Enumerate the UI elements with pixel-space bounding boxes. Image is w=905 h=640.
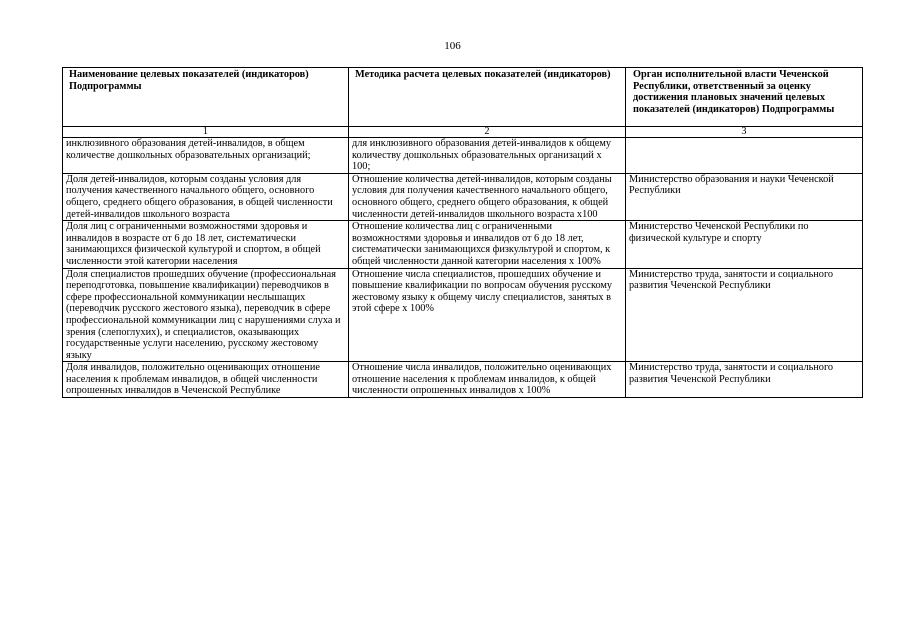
header-responsible-organ: Орган исполнительной власти Чеченской Республики, ответственный за оценку достижения плановых значений целевых показателей (индикаторов) Подпрограммы (626, 68, 863, 127)
indicator-name-cell: Доля специалистов прошедших обучение (профессиональная переподготовка, повышение квалификации) переводчиков в сфере профессиональной коммуникации неслышащих (переводчик русского жестового языка), переводчик в сфере профессиональной коммуникации лиц с нарушениями слуха и зрения (слепоглухих), и специалистов, оказывающих государственные услуги населению, русскому жестовому языку (63, 268, 349, 362)
calculation-method-cell: Отношение количества детей-инвалидов, которым созданы условия для получения качественного начального общего, основного общего, среднего общего образования, к общей численности детей-инвалидов школьного возраста х100 (349, 173, 626, 220)
table-row (63, 221, 863, 268)
header-indicator-name: Наименование целевых показателей (индикаторов) Подпрограммы (63, 68, 349, 127)
calculation-method-cell: для инклюзивного образования детей-инвалидов к общему количеству дошкольных образовательных организаций х 100; (349, 138, 626, 174)
responsible-organ-cell: Министерство труда, занятости и социального развития Чеченской Республики (626, 268, 863, 362)
indicator-name-cell: Доля детей-инвалидов, которым созданы условия для получения качественного начального общего, основного общего, среднего общего образования, в общей численности детей-инвалидов школьного возраста (63, 173, 349, 220)
calculation-method-cell: Отношение числа инвалидов, положительно оценивающих отношение населения к проблемам инвалидов, к общей численности опрошенных инвалидов х 100% (349, 362, 626, 398)
column-number: 1 (63, 127, 349, 138)
page-number: 106 (444, 40, 461, 52)
indicator-name-cell: Доля лиц с ограниченными возможностями здоровья и инвалидов в возрасте от 6 до 18 лет, систематически занимающихся физической культурой и спортом, в общей численности этой категории населения (63, 221, 349, 268)
calculation-method-cell: Отношение количества лиц с ограниченными возможностями здоровья и инвалидов от 6 до 18 лет, систематически занимающихся физкультурой и спортом, к общей численности данной категории населения х 100% (349, 221, 626, 268)
table-header-row (63, 68, 863, 127)
responsible-organ-cell (626, 138, 863, 174)
table-row (63, 362, 863, 398)
table-row (63, 173, 863, 220)
header-calculation-method: Методика расчета целевых показателей (индикаторов) (349, 68, 626, 127)
calculation-method-cell: Отношение числа специалистов, прошедших обучение и повышение квалификации по вопросам обучения русскому жестовому языку к общему числу специалистов, занятых в этой сфере х 100% (349, 268, 626, 362)
responsible-organ-cell: Министерство Чеченской Республики по физической культуре и спорту (626, 221, 863, 268)
indicators-table (62, 67, 863, 398)
table-row (63, 268, 863, 362)
responsible-organ-cell: Министерство труда, занятости и социального развития Чеченской Республики (626, 362, 863, 398)
indicator-name-cell: Доля инвалидов, положительно оценивающих отношение населения к проблемам инвалидов, в общей численности опрошенных инвалидов в Чеченской Республике (63, 362, 349, 398)
indicator-name-cell: инклюзивного образования детей-инвалидов, в общем количестве дошкольных образовательных организаций; (63, 138, 349, 174)
responsible-organ-cell: Министерство образования и науки Чеченской Республики (626, 173, 863, 220)
column-number: 3 (626, 127, 863, 138)
column-number-row (63, 127, 863, 138)
table-row (63, 138, 863, 174)
column-number: 2 (349, 127, 626, 138)
